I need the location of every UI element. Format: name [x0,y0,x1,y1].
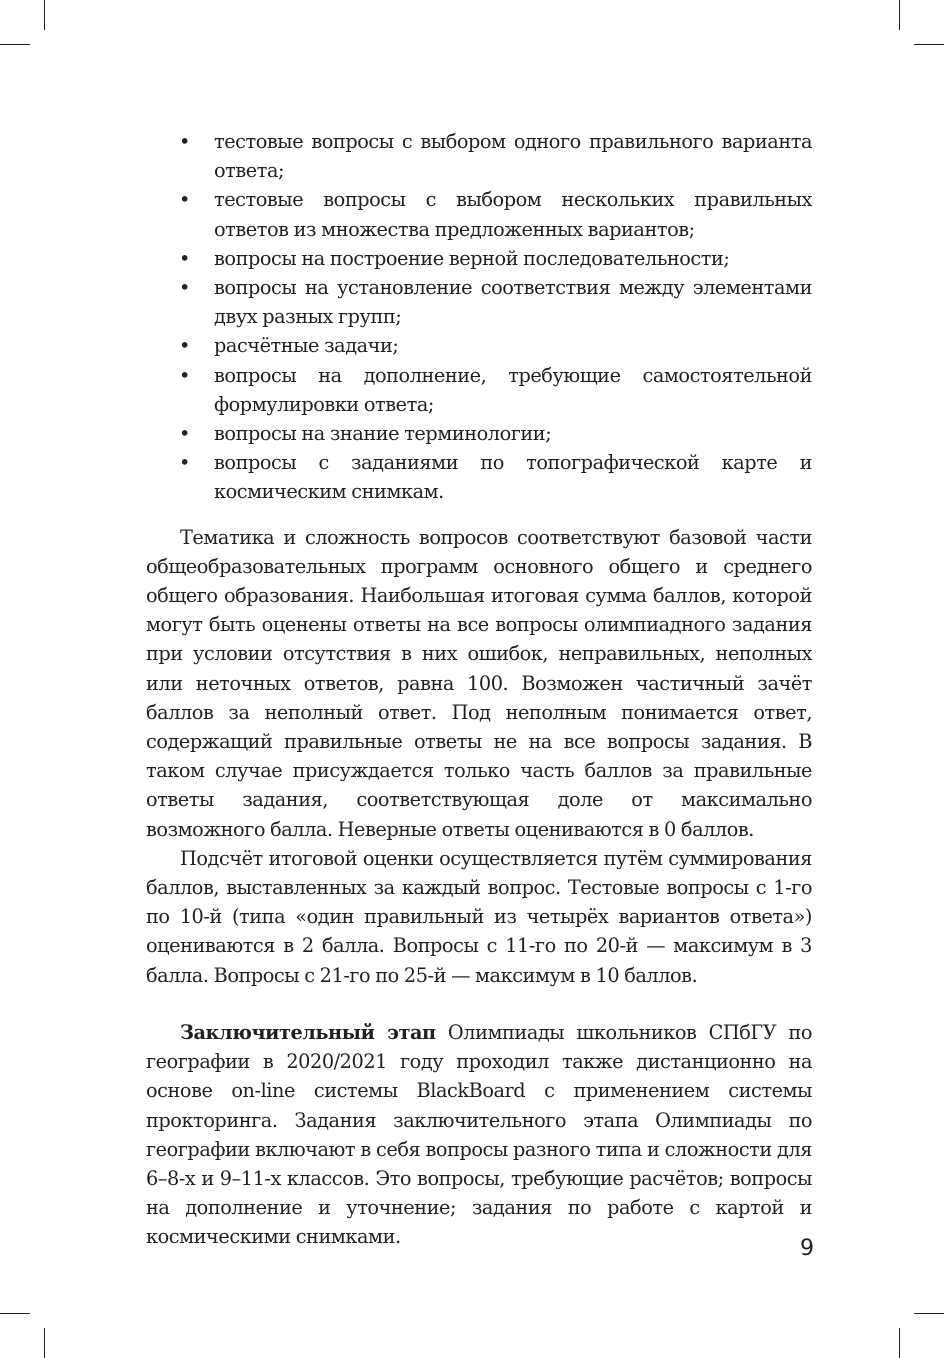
crop-mark-top-left-vertical [44,0,45,30]
question-types-list [146,127,812,507]
list-item [146,273,812,331]
list-item-text: вопросы на установление соответствия между элементами двух разных групп; [214,276,812,329]
crop-mark-bottom-left-vertical [44,1328,45,1358]
list-item-text: вопросы на дополнение, требующие самостоятельной формулировки ответа; [214,363,812,416]
crop-mark-bottom-right-vertical [899,1328,900,1358]
crop-mark-bottom-left-horizontal [0,1313,30,1314]
list-item-text: вопросы с заданиями по топографической карте и космическим снимкам. [214,451,812,504]
spacer [146,507,812,523]
list-item [146,127,812,185]
paragraph-final-stage [146,1018,812,1252]
bullet-icon: • [179,246,190,270]
list-item-text: вопросы на знание терминологии; [214,422,552,446]
page-number: 9 [800,1236,814,1261]
list-item-text: вопросы на построение верной последовательности; [214,246,730,270]
paragraph-score-calculation: Подсчёт итоговой оценки осуществляется путём суммирования баллов, выставленных за каждый вопрос. Тестовые вопросы с 1-го по 10-й (типа «один правильный из четырёх вариантов ответа») оцениваются в 2 балла. Вопросы с 11-го по 20-й — максимум в 3 балла. Вопросы с 21-го по 25-й — максимум в 10 баллов. [146,846,812,987]
list-item-text: тестовые вопросы с выбором нескольких правильных ответов из множества предложенных вариантов; [214,188,812,241]
spacer [146,990,812,1018]
bullet-icon: • [179,130,190,153]
crop-mark-top-left-horizontal [0,44,30,45]
list-item [146,244,812,273]
list-item [146,185,812,243]
list-item-text: расчётные задачи; [214,334,399,358]
list-item [146,361,812,419]
crop-mark-top-right-vertical [899,0,900,30]
crop-mark-bottom-right-horizontal [914,1313,944,1314]
bullet-icon: • [179,334,190,358]
bullet-icon: • [179,363,190,387]
final-stage-text: Олимпиады школьников СПбГУ по географии в 2020/2021 году проходил также дистанционно на основе on-line системы BlackBoard с применением системы прокторинга. Задания заключительного этапа Олимпиады по географии включают в себя вопросы разного типа и сложности для 6–8-х и 9–11-х классов. Это вопросы, требующие расчётов; вопросы на дополнение и уточнение; задания по работе с картой и космическими снимками. [146,1020,812,1249]
list-item [146,419,812,448]
list-item [146,331,812,360]
list-item-text: тестовые вопросы с выбором одного правильного варианта ответа; [214,130,812,183]
bullet-icon: • [179,451,190,475]
list-item [146,448,812,506]
bullet-icon: • [179,276,190,300]
page-text [146,127,812,1252]
bullet-icon: • [179,188,190,212]
final-stage-heading: Заключительный этап [180,1020,436,1044]
bullet-icon: • [179,422,190,446]
crop-mark-top-right-horizontal [914,44,944,45]
paragraph-scope-and-scoring: Тематика и сложность вопросов соответствуют базовой части общеобразовательных программ основного общего и среднего общего образования. Наибольшая итоговая сумма баллов, которой могут быть оценены ответы на все вопросы олимпиадного задания при условии отсутствия в них ошибок, неправильных, неполных или неточных ответов, равна 100. Возможен частичный зачёт баллов за неполный ответ. Под неполным понимается ответ, содержащий правильные ответы не на все вопросы задания. В таком случае присуждается только часть баллов за правильные ответы задания, соответствующая доле от максимально возможного балла. Неверные ответы оцениваются в 0 баллов. [146,525,812,841]
